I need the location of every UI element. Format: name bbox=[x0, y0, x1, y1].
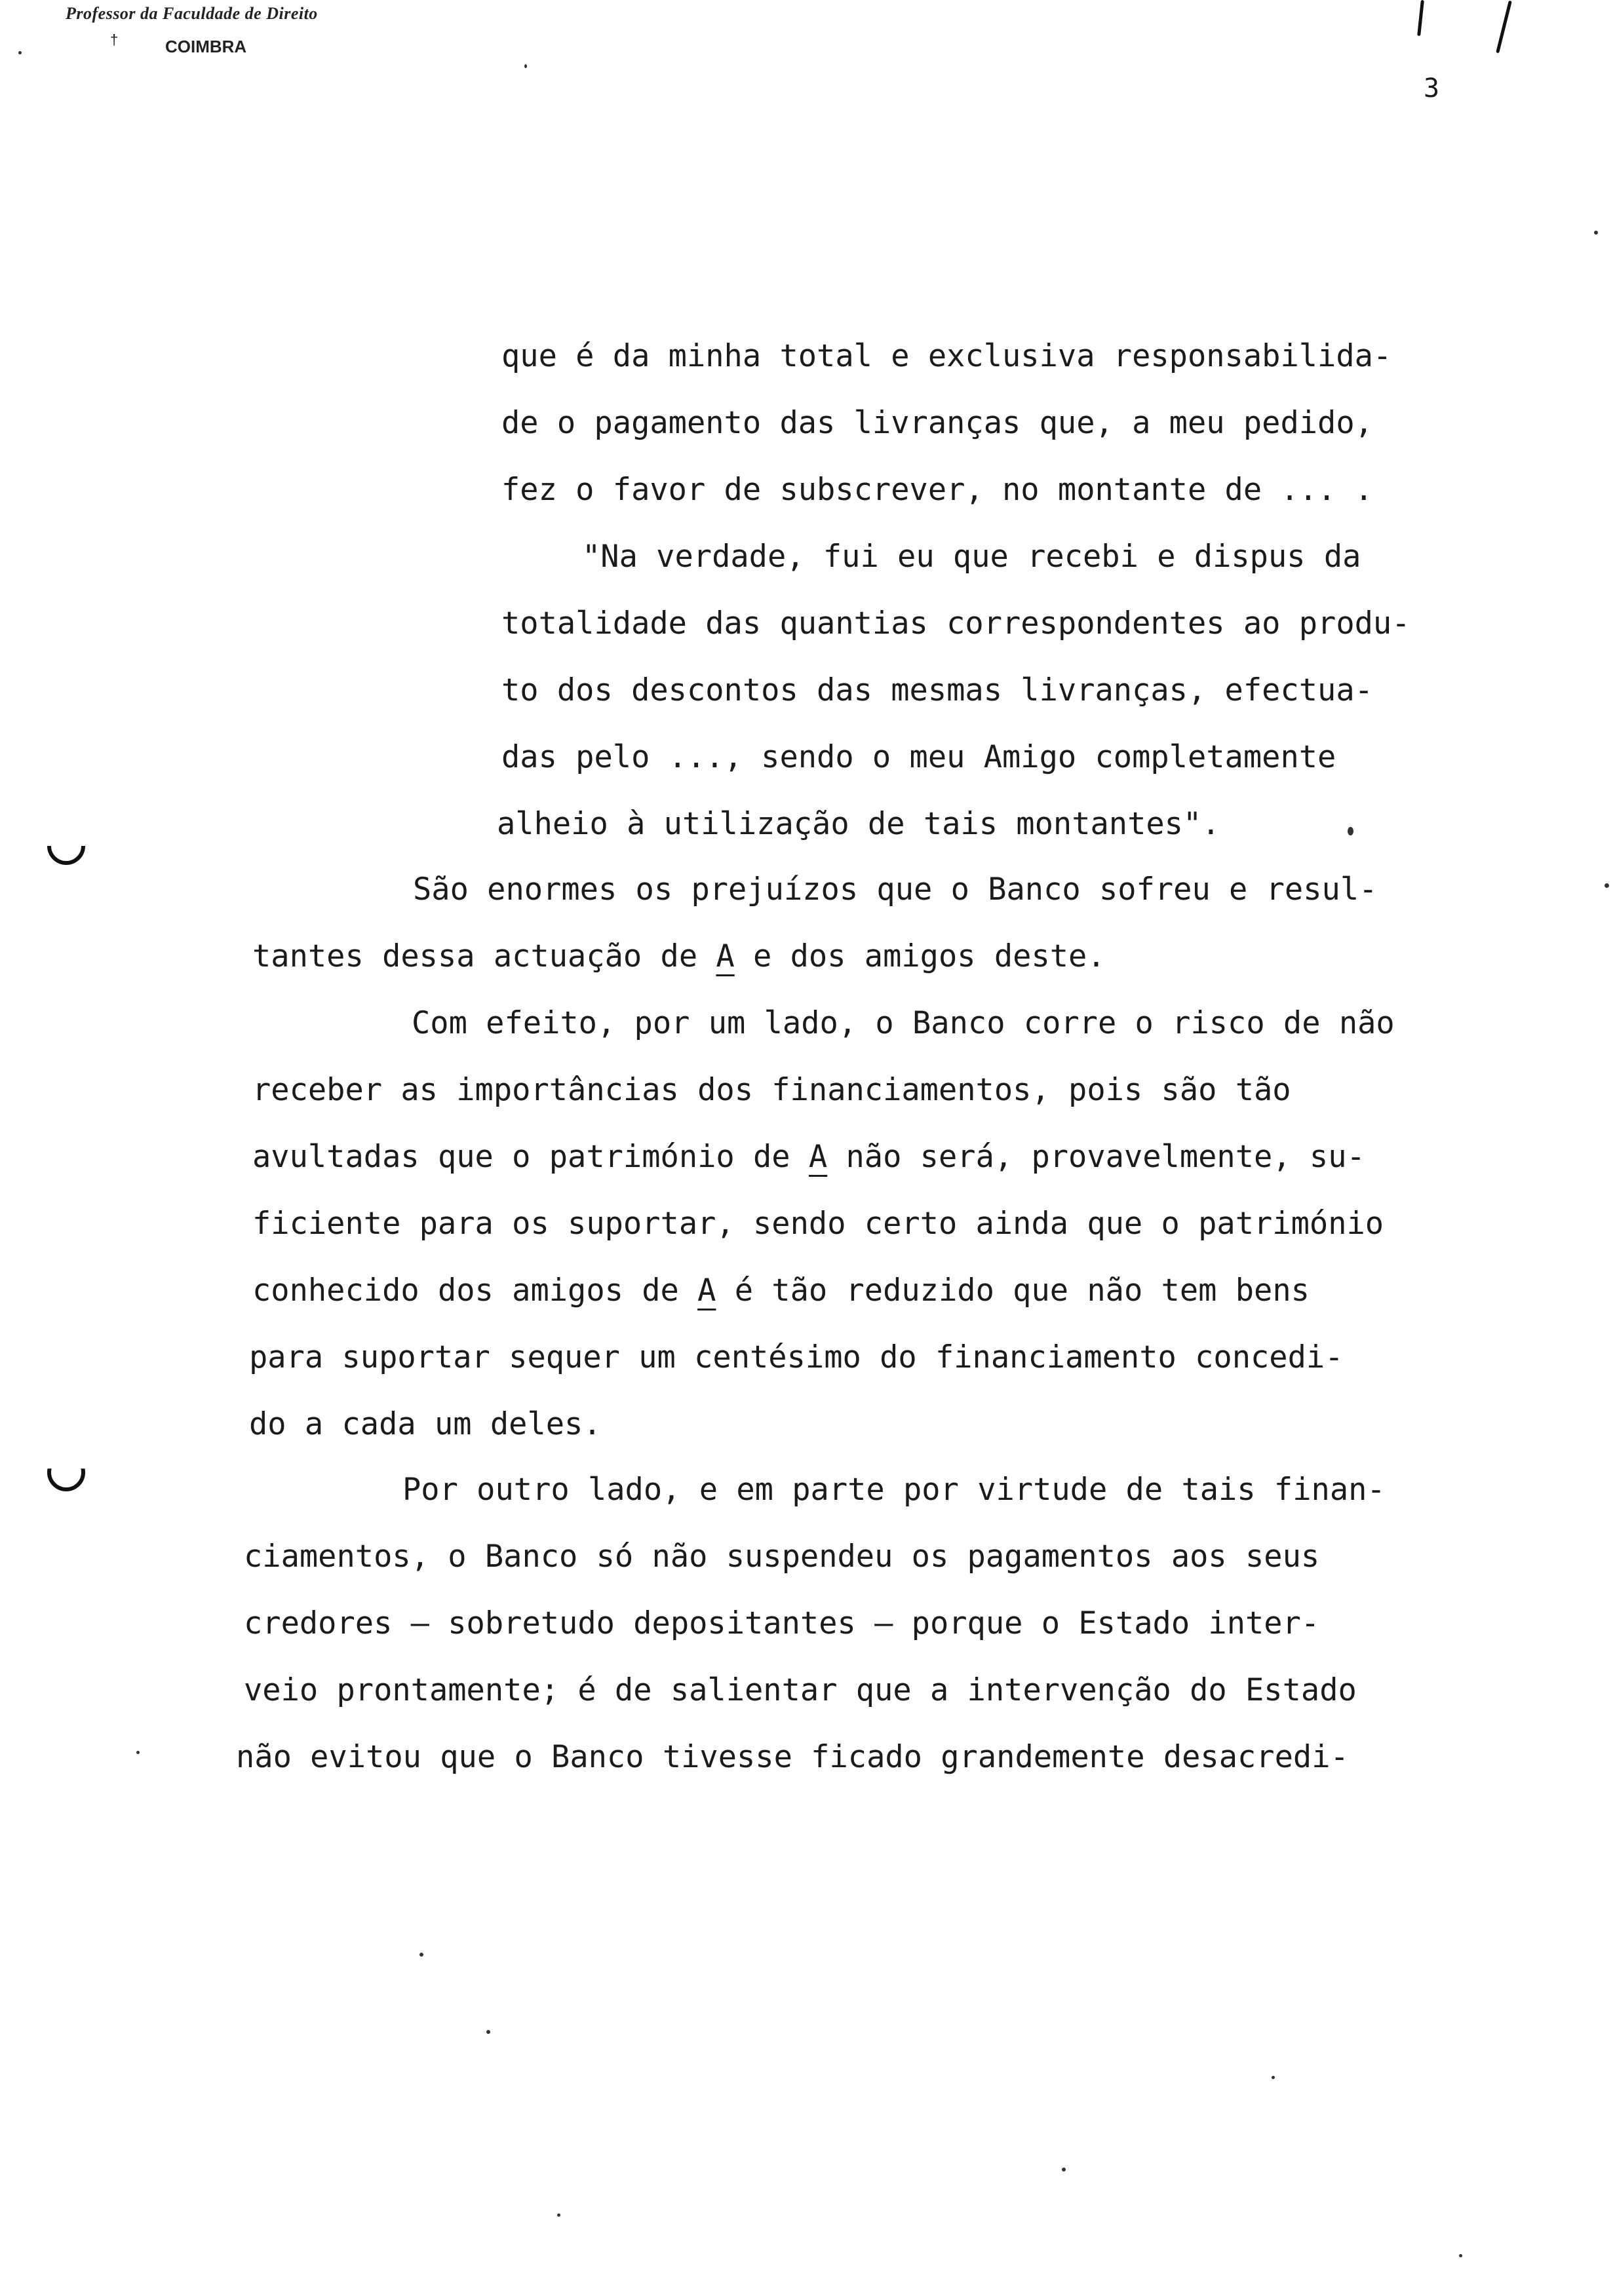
text-line: para suportar sequer um centésimo do financiamento concedi- bbox=[249, 1339, 1344, 1375]
underlined-party-letter: A bbox=[716, 938, 735, 974]
text-segment: e dos amigos deste. bbox=[734, 938, 1106, 974]
handwritten-mark bbox=[1496, 1, 1512, 54]
text-line: "Na verdade, fui eu que recebi e dispus da bbox=[582, 539, 1361, 575]
letterhead bbox=[66, 4, 318, 57]
scan-speck bbox=[557, 2213, 560, 2217]
binder-hole-mark bbox=[47, 827, 85, 865]
text-line: Com efeito, por um lado, o Banco corre o risco de não bbox=[412, 1005, 1395, 1041]
text-line: São enormes os prejuízos que o Banco sofreu e resul- bbox=[413, 871, 1378, 908]
text-line: das pelo ..., sendo o meu Amigo completamente bbox=[501, 739, 1336, 775]
text-line: credores — sobretudo depositantes — porque o Estado inter- bbox=[244, 1605, 1320, 1641]
text-segment: não será, provavelmente, su- bbox=[827, 1139, 1365, 1175]
scan-speck bbox=[486, 2030, 490, 2034]
text-line: não evitou que o Banco tivesse ficado grandemente desacredi- bbox=[236, 1739, 1349, 1775]
scan-speck bbox=[1062, 2168, 1066, 2172]
scan-speck bbox=[18, 51, 22, 54]
text-line bbox=[252, 938, 1106, 974]
text-segment: é tão reduzido que não tem bens bbox=[716, 1272, 1310, 1309]
text-line bbox=[252, 1272, 1310, 1309]
scan-speck bbox=[1594, 231, 1598, 235]
text-line: fez o favor de subscrever, no montante de ... . bbox=[501, 472, 1373, 508]
underlined-party-letter: A bbox=[808, 1139, 828, 1175]
text-line: do a cada um deles. bbox=[249, 1406, 602, 1442]
page-number: 3 bbox=[1424, 73, 1440, 104]
text-line: to dos descontos das mesmas livranças, efectua- bbox=[501, 672, 1373, 708]
scan-speck bbox=[1459, 2254, 1462, 2257]
text-line: ciamentos, o Banco só não suspendeu os pagamentos aos seus bbox=[244, 1539, 1320, 1575]
text-line: de o pagamento das livranças que, a meu pedido, bbox=[501, 405, 1373, 441]
letterhead-mark: † bbox=[110, 31, 119, 48]
text-line: que é da minha total e exclusiva responsabilida- bbox=[501, 338, 1392, 374]
letterhead-city: COIMBRA bbox=[165, 37, 247, 56]
underlined-party-letter: A bbox=[697, 1272, 716, 1309]
letterhead-title: Professor da Faculdade de Direito bbox=[66, 4, 318, 23]
text-line: receber as importâncias dos financiamentos, pois são tão bbox=[252, 1072, 1291, 1108]
scan-speck bbox=[419, 1953, 423, 1957]
handwritten-mark bbox=[1417, 0, 1424, 36]
text-line: ficiente para os suportar, sendo certo ainda que o património bbox=[252, 1206, 1384, 1242]
scan-speck bbox=[1605, 883, 1609, 888]
text-line bbox=[252, 1139, 1365, 1175]
text-line: alheio à utilização de tais montantes". bbox=[497, 806, 1220, 842]
text-line: veio prontamente; é de salientar que a intervenção do Estado bbox=[244, 1672, 1357, 1708]
text-segment: tantes dessa actuação de bbox=[252, 938, 716, 974]
scan-speck bbox=[1272, 2076, 1275, 2079]
binder-hole-mark bbox=[47, 1453, 85, 1491]
text-segment: avultadas que o património de bbox=[252, 1139, 809, 1175]
text-line: totalidade das quantias correspondentes ao produ- bbox=[501, 605, 1411, 641]
text-segment: conhecido dos amigos de bbox=[252, 1272, 698, 1309]
scan-speck bbox=[524, 64, 527, 68]
scan-speck bbox=[1348, 827, 1353, 835]
scan-speck bbox=[136, 1751, 140, 1754]
text-line: Por outro lado, e em parte por virtude de tais finan- bbox=[402, 1472, 1386, 1508]
